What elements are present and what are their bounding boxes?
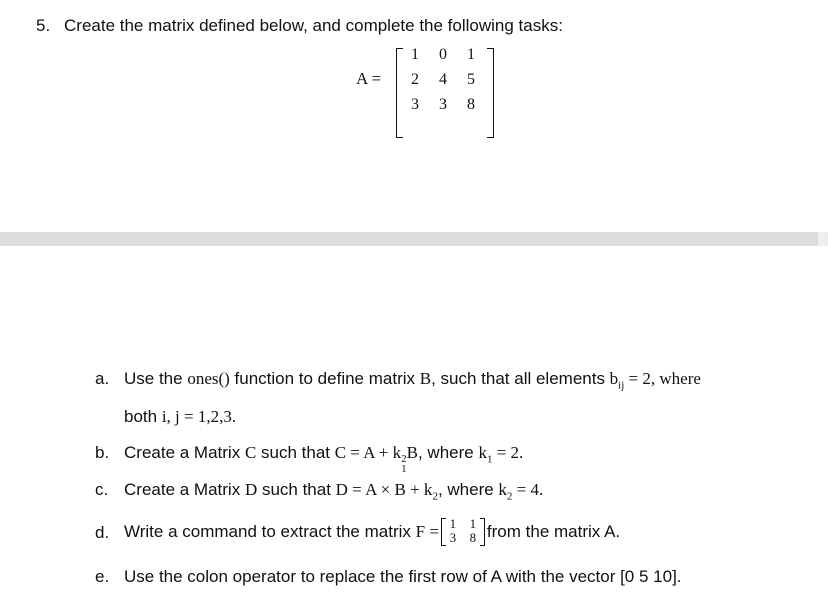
matrix-cell: 1	[411, 46, 419, 63]
question-text: Create the matrix defined below, and complete the following tasks:	[64, 16, 563, 35]
matrix-f	[441, 518, 485, 546]
question-number: 5.	[36, 16, 51, 35]
task-b-text: , where	[417, 443, 479, 462]
task-d-text: from the matrix A.	[486, 522, 621, 541]
task-a-text: , such that all elements	[431, 369, 610, 388]
formula-d: $D = A \times B + k_2$	[335, 480, 438, 503]
task-c-text: Create a Matrix	[124, 480, 245, 499]
question-heading	[36, 16, 563, 36]
bij-symbol: $b_{ij}$	[609, 369, 625, 392]
matrix-cell: 2	[411, 71, 419, 88]
task-c-text: = 4.	[512, 480, 544, 499]
task-b-text: = 2.	[492, 443, 524, 462]
task-a-text: both	[124, 407, 162, 426]
page-separator	[0, 232, 818, 246]
matrix-right-bracket	[480, 518, 485, 546]
task-b-text: Create a Matrix	[124, 443, 245, 462]
matrix-d-symbol: D	[244, 480, 258, 499]
matrix-cell: 3	[449, 530, 457, 545]
task-c-text: , where	[437, 480, 499, 499]
matrix-cell: 5	[467, 71, 475, 88]
ij-symbol: i, j	[161, 407, 180, 426]
matrix-cell: 3	[439, 96, 447, 113]
formula-c: C = A + k 2 1 B	[334, 443, 418, 475]
task-b-text: such that	[256, 443, 335, 462]
matrix-cell: 8	[469, 530, 477, 545]
k2-symbol: $k_2$	[498, 480, 513, 503]
page-separator-edge	[818, 232, 828, 246]
task-e-label: e.	[95, 567, 110, 586]
matrix-cell: 1	[449, 516, 457, 531]
task-b	[0, 443, 828, 475]
task-a-label: a.	[95, 369, 110, 388]
ones-function: ones()	[187, 369, 230, 388]
matrix-f-symbol: F =	[415, 522, 439, 541]
task-d	[0, 518, 828, 550]
matrix-cell: 1	[469, 516, 477, 531]
k1-symbol: $k_1$	[478, 443, 493, 466]
matrix-cell: 1	[467, 46, 475, 63]
matrix-c-symbol: C	[244, 443, 257, 462]
task-b-label: b.	[95, 443, 110, 462]
matrix-cell: 8	[467, 96, 475, 113]
task-c	[0, 480, 828, 502]
task-d-text: Write a command to extract the matrix	[124, 522, 416, 541]
task-a-text: function to define matrix	[229, 369, 420, 388]
task-e-text: Use the colon operator to replace the first row of A with the vector [0 5 10].	[124, 567, 682, 586]
matrix-a-label: A =	[356, 69, 382, 88]
task-d-label: d.	[95, 523, 110, 542]
task-a-text: = 1,2,3.	[179, 407, 237, 426]
task-c-text: such that	[257, 480, 336, 499]
task-e	[0, 567, 828, 589]
task-a-text: = 2, where	[624, 369, 701, 388]
task-a-text: Use the	[124, 369, 188, 388]
matrix-b-symbol: B	[419, 369, 432, 388]
matrix-cell: 3	[411, 96, 419, 113]
task-a-line2	[0, 407, 828, 429]
task-c-label: c.	[95, 480, 109, 499]
task-a	[0, 369, 828, 391]
matrix-cell: 0	[439, 46, 447, 63]
matrix-right-bracket	[487, 48, 494, 138]
matrix-cell: 4	[439, 71, 447, 88]
